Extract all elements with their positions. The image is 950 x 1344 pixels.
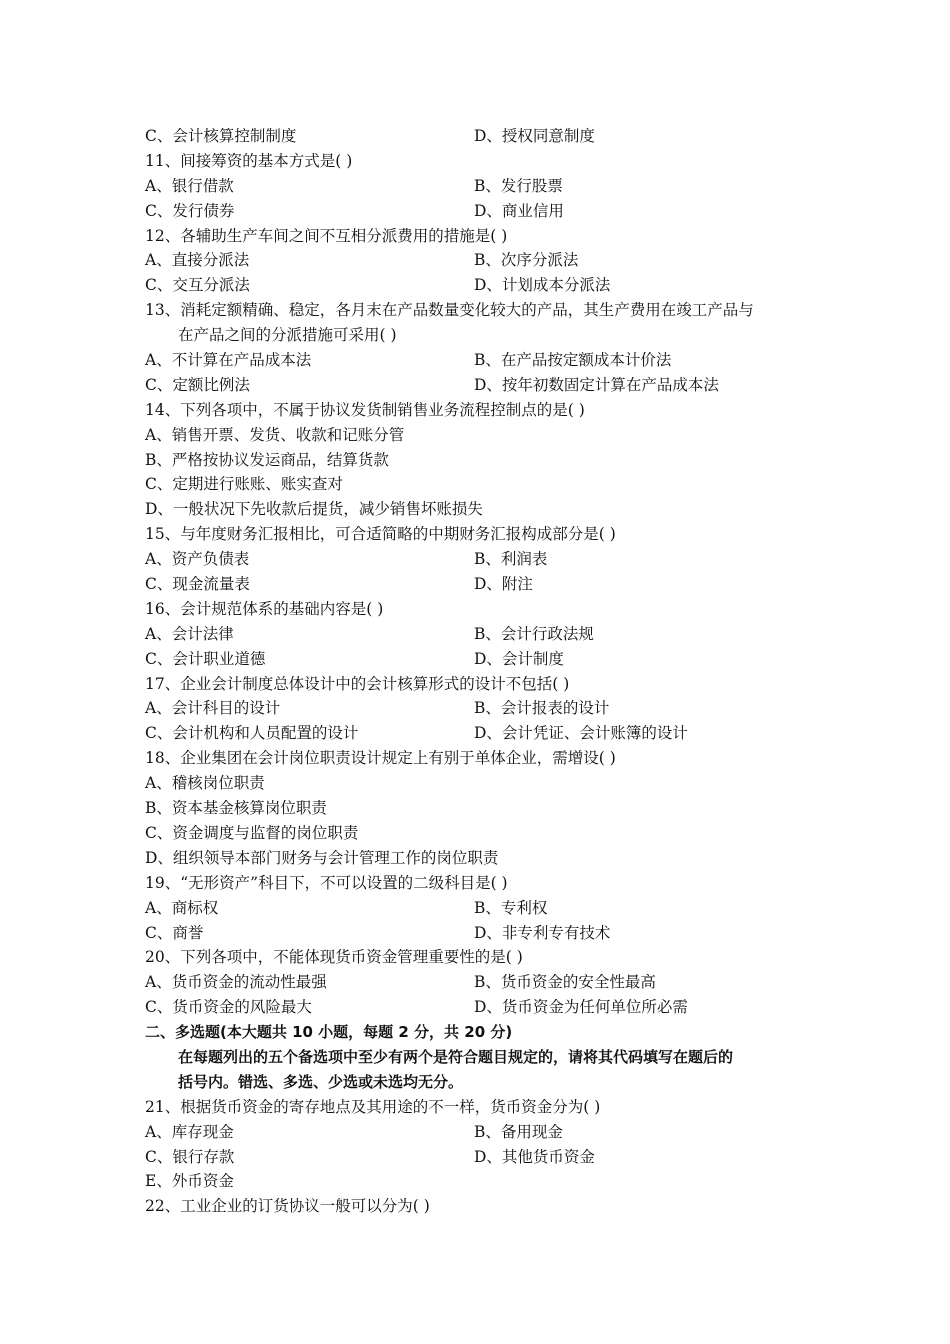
text-line [0,149,950,174]
option-left: C、发行债券 [145,201,235,220]
option-row [0,1120,950,1145]
text-line [0,771,950,796]
option-row [0,124,950,149]
option-row [0,572,950,597]
option-right: B、会计报表的设计 [474,699,610,718]
option-left: A、直接分派法 [145,251,250,270]
text-line [0,796,950,821]
option-row [0,622,950,647]
line-text: 21、根据货币资金的寄存地点及其用途的不一样，货币资金分为( ) [145,1097,601,1116]
option-right: B、专利权 [474,898,548,917]
question-continuation [0,323,950,348]
line-text: 13、消耗定额精确、稳定，各月末在产品数量变化较大的产品，其生产费用在竣工产品与 [145,301,754,320]
line-text: 11、间接筹资的基本方式是( ) [145,151,353,170]
text-line [0,871,950,896]
option-left: A、会计法律 [145,624,234,643]
option-left: C、会计核算控制制度 [145,127,297,145]
option-left: A、货币资金的流动性最强 [145,973,327,992]
option-left: A、银行借款 [145,176,234,195]
line-text: 20、下列各项中，不能体现货币资金管理重要性的是( ) [145,948,523,967]
section-instructions [0,1045,950,1070]
option-right: D、附注 [474,575,533,594]
text-line [0,497,950,522]
option-row [0,696,950,721]
text-line [0,672,950,697]
line-text: 12、各辅助生产车间之间不互相分派费用的措施是( ) [145,226,508,245]
text-line [0,746,950,771]
option-right: B、会计行政法规 [474,624,594,643]
line-text: 在产品之间的分派措施可采用( ) [178,326,397,345]
option-right: B、次序分派法 [474,251,579,270]
option-left: A、会计科目的设计 [145,699,281,718]
instruction-text: 括号内。错选、多选、少选或未选均无分。 [178,1072,464,1091]
option-left: C、交互分派法 [145,276,250,295]
option-left: C、会计职业道德 [145,649,266,668]
text-line [0,224,950,249]
option-right: D、会计凭证、会计账簿的设计 [474,724,688,743]
option-left: A、库存现金 [145,1122,234,1141]
option-row [0,248,950,273]
line-text: 22、工业企业的订货协议一般可以分为( ) [145,1197,430,1216]
text-line [0,423,950,448]
option-left: C、会计机构和人员配置的设计 [145,724,359,743]
instruction-text: 在每题列出的五个备选项中至少有两个是符合题目规定的，请将其代码填写在题后的 [178,1047,734,1066]
line-text: C、资金调度与监督的岗位职责 [145,823,359,842]
option-right: B、利润表 [474,550,548,569]
option-right: D、商业信用 [474,201,564,220]
option-row [0,273,950,298]
section-instructions [0,1070,950,1095]
text-line [0,945,950,970]
option-row [0,199,950,224]
option-right: D、会计制度 [474,649,564,668]
option-left: C、银行存款 [145,1147,235,1166]
text-line [0,398,950,423]
line-text: 18、企业集团在会计岗位职责设计规定上有别于单体企业，需增设( ) [145,749,616,768]
line-text: C、定期进行账账、账实查对 [145,475,343,494]
option-right: D、授权同意制度 [474,127,595,145]
text-line [0,472,950,497]
text-line [0,597,950,622]
exam-page [0,124,950,1219]
option-row [0,373,950,398]
option-row [0,995,950,1020]
option-row [0,1145,950,1170]
option-left: C、定额比例法 [145,375,250,394]
option-right: D、非专利专有技术 [474,923,611,942]
option-row [0,921,950,946]
heading-text: 二、多选题(本大题共 10 小题，每题 2 分，共 20 分) [145,1023,513,1042]
option-row [0,896,950,921]
option-row [0,970,950,995]
line-text: 15、与年度财务汇报相比，可合适简略的中期财务汇报构成部分是( ) [145,525,616,544]
option-right: D、货币资金为任何单位所必需 [474,998,688,1017]
line-text: D、一般状况下先收款后提货，减少销售坏账损失 [145,500,483,519]
option-right: B、货币资金的安全性最高 [474,973,656,992]
option-right: B、发行股票 [474,176,563,195]
line-text: 14、下列各项中，不属于协议发货制销售业务流程控制点的是( ) [145,400,585,419]
text-line [0,298,950,323]
option-left: C、现金流量表 [145,575,250,594]
option-left: C、货币资金的风险最大 [145,998,312,1017]
line-text: E、外币资金 [145,1172,234,1191]
text-line [0,821,950,846]
option-right: B、在产品按定额成本计价法 [474,351,672,370]
option-row [0,348,950,373]
line-text: A、稽核岗位职责 [145,774,265,793]
line-text: D、组织领导本部门财务与会计管理工作的岗位职责 [145,848,499,867]
option-right: D、计划成本分派法 [474,276,611,295]
option-left: A、不计算在产品成本法 [145,351,312,370]
line-text: B、严格按协议发运商品，结算货款 [145,450,389,469]
option-right: D、其他货币资金 [474,1147,595,1166]
section-heading [0,1020,950,1045]
option-row [0,647,950,672]
text-line [0,1095,950,1120]
option-left: C、商誉 [145,923,204,942]
line-text: B、资本基金核算岗位职责 [145,799,327,818]
text-line [0,846,950,871]
line-text: A、销售开票、发货、收款和记账分管 [145,425,405,444]
option-row [0,547,950,572]
option-left: A、资产负债表 [145,550,250,569]
option-left: A、商标权 [145,898,219,917]
text-line [0,522,950,547]
option-row [0,174,950,199]
line-text: 19、“无形资产”科目下，不可以设置的二级科目是( ) [145,873,508,892]
option-row [0,721,950,746]
text-line [0,448,950,473]
option-right: D、按年初数固定计算在产品成本法 [474,375,719,394]
option-right: B、备用现金 [474,1122,563,1141]
text-line [0,1169,950,1194]
line-text: 17、企业会计制度总体设计中的会计核算形式的设计不包括( ) [145,674,570,693]
line-text: 16、会计规范体系的基础内容是( ) [145,599,384,618]
text-line [0,1194,950,1219]
